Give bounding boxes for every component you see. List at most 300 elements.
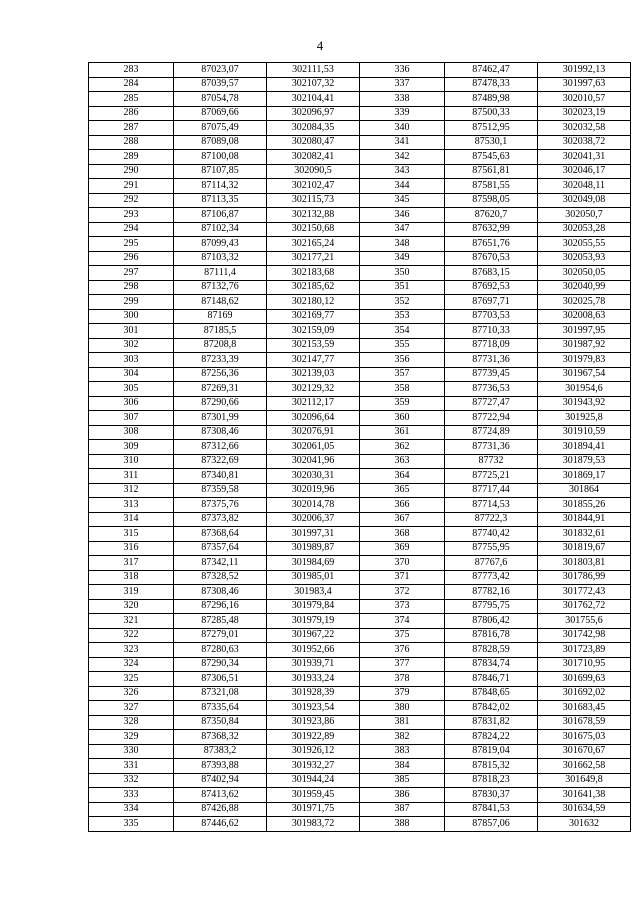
- y-coordinate-cell: 301723,89: [538, 643, 631, 658]
- x-coordinate-cell: 87335,64: [174, 701, 267, 716]
- y-coordinate-cell: 301997,63: [538, 77, 631, 92]
- y-coordinate-cell: 301979,83: [538, 353, 631, 368]
- y-coordinate-cell: 302006,37: [267, 512, 360, 527]
- y-coordinate-cell: 301923,86: [267, 715, 360, 730]
- table-row: [89, 164, 631, 179]
- table-row: [89, 106, 631, 121]
- point-number-cell: 367: [360, 512, 445, 527]
- y-coordinate-cell: 302050,05: [538, 266, 631, 281]
- x-coordinate-cell: 87107,85: [174, 164, 267, 179]
- point-number-cell: 370: [360, 556, 445, 571]
- x-coordinate-cell: 87818,23: [445, 773, 538, 788]
- y-coordinate-cell: 301939,71: [267, 657, 360, 672]
- x-coordinate-cell: 87290,34: [174, 657, 267, 672]
- point-number-cell: 307: [89, 411, 174, 426]
- y-coordinate-cell: 301944,24: [267, 773, 360, 788]
- point-number-cell: 377: [360, 657, 445, 672]
- y-coordinate-cell: 301894,41: [538, 440, 631, 455]
- point-number-cell: 337: [360, 77, 445, 92]
- y-coordinate-cell: 302076,91: [267, 425, 360, 440]
- y-coordinate-cell: 301832,61: [538, 527, 631, 542]
- point-number-cell: 342: [360, 150, 445, 165]
- point-number-cell: 298: [89, 280, 174, 295]
- y-coordinate-cell: 302096,64: [267, 411, 360, 426]
- table-row: [89, 701, 631, 716]
- y-coordinate-cell: 301992,13: [538, 63, 631, 78]
- y-coordinate-cell: 301819,67: [538, 541, 631, 556]
- point-number-cell: 290: [89, 164, 174, 179]
- x-coordinate-cell: 87697,71: [445, 295, 538, 310]
- table-row: [89, 353, 631, 368]
- point-number-cell: 321: [89, 614, 174, 629]
- y-coordinate-cell: 301983,4: [267, 585, 360, 600]
- x-coordinate-cell: 87099,43: [174, 237, 267, 252]
- point-number-cell: 386: [360, 788, 445, 803]
- y-coordinate-cell: 301987,92: [538, 338, 631, 353]
- x-coordinate-cell: 87321,08: [174, 686, 267, 701]
- point-number-cell: 354: [360, 324, 445, 339]
- point-number-cell: 285: [89, 92, 174, 107]
- point-number-cell: 338: [360, 92, 445, 107]
- y-coordinate-cell: 301699,63: [538, 672, 631, 687]
- x-coordinate-cell: 87632,99: [445, 222, 538, 237]
- point-number-cell: 304: [89, 367, 174, 382]
- point-number-cell: 361: [360, 425, 445, 440]
- x-coordinate-cell: 87736,53: [445, 382, 538, 397]
- point-number-cell: 333: [89, 788, 174, 803]
- y-coordinate-cell: 301786,99: [538, 570, 631, 585]
- y-coordinate-cell: 301983,72: [267, 817, 360, 832]
- y-coordinate-cell: 301692,02: [538, 686, 631, 701]
- y-coordinate-cell: 301959,45: [267, 788, 360, 803]
- x-coordinate-cell: 87717,44: [445, 483, 538, 498]
- table-row: [89, 802, 631, 817]
- x-coordinate-cell: 87731,36: [445, 353, 538, 368]
- point-number-cell: 302: [89, 338, 174, 353]
- y-coordinate-cell: 301742,98: [538, 628, 631, 643]
- point-number-cell: 305: [89, 382, 174, 397]
- coordinates-table: [88, 62, 631, 832]
- x-coordinate-cell: 87359,58: [174, 483, 267, 498]
- point-number-cell: 323: [89, 643, 174, 658]
- point-number-cell: 317: [89, 556, 174, 571]
- point-number-cell: 324: [89, 657, 174, 672]
- y-coordinate-cell: 302014,78: [267, 498, 360, 513]
- y-coordinate-cell: 301971,75: [267, 802, 360, 817]
- point-number-cell: 311: [89, 469, 174, 484]
- y-coordinate-cell: 301997,95: [538, 324, 631, 339]
- x-coordinate-cell: 87306,51: [174, 672, 267, 687]
- table-row: [89, 715, 631, 730]
- y-coordinate-cell: 302055,55: [538, 237, 631, 252]
- point-number-cell: 348: [360, 237, 445, 252]
- x-coordinate-cell: 87256,36: [174, 367, 267, 382]
- point-number-cell: 349: [360, 251, 445, 266]
- y-coordinate-cell: 302129,32: [267, 382, 360, 397]
- point-number-cell: 299: [89, 295, 174, 310]
- x-coordinate-cell: 87727,47: [445, 396, 538, 411]
- y-coordinate-cell: 301926,12: [267, 744, 360, 759]
- y-coordinate-cell: 302025,78: [538, 295, 631, 310]
- x-coordinate-cell: 87795,75: [445, 599, 538, 614]
- x-coordinate-cell: 87722,3: [445, 512, 538, 527]
- table-row: [89, 411, 631, 426]
- point-number-cell: 372: [360, 585, 445, 600]
- y-coordinate-cell: 301755,6: [538, 614, 631, 629]
- point-number-cell: 291: [89, 179, 174, 194]
- table-row: [89, 773, 631, 788]
- x-coordinate-cell: 87530,1: [445, 135, 538, 150]
- point-number-cell: 344: [360, 179, 445, 194]
- point-number-cell: 309: [89, 440, 174, 455]
- x-coordinate-cell: 87710,33: [445, 324, 538, 339]
- x-coordinate-cell: 87383,2: [174, 744, 267, 759]
- x-coordinate-cell: 87269,31: [174, 382, 267, 397]
- table-row: [89, 193, 631, 208]
- x-coordinate-cell: 87731,36: [445, 440, 538, 455]
- point-number-cell: 346: [360, 208, 445, 223]
- x-coordinate-cell: 87830,37: [445, 788, 538, 803]
- point-number-cell: 310: [89, 454, 174, 469]
- y-coordinate-cell: 301675,03: [538, 730, 631, 745]
- point-number-cell: 335: [89, 817, 174, 832]
- x-coordinate-cell: 87039,57: [174, 77, 267, 92]
- point-number-cell: 371: [360, 570, 445, 585]
- x-coordinate-cell: 87714,53: [445, 498, 538, 513]
- point-number-cell: 283: [89, 63, 174, 78]
- point-number-cell: 332: [89, 773, 174, 788]
- point-number-cell: 359: [360, 396, 445, 411]
- table-row: [89, 469, 631, 484]
- point-number-cell: 376: [360, 643, 445, 658]
- table-row: [89, 541, 631, 556]
- y-coordinate-cell: 301632: [538, 817, 631, 832]
- table-row: [89, 222, 631, 237]
- x-coordinate-cell: 87755,95: [445, 541, 538, 556]
- table-row: [89, 512, 631, 527]
- point-number-cell: 339: [360, 106, 445, 121]
- point-number-cell: 314: [89, 512, 174, 527]
- y-coordinate-cell: 302080,47: [267, 135, 360, 150]
- y-coordinate-cell: 302053,28: [538, 222, 631, 237]
- table-row: [89, 63, 631, 78]
- point-number-cell: 328: [89, 715, 174, 730]
- y-coordinate-cell: 301803,81: [538, 556, 631, 571]
- point-number-cell: 330: [89, 744, 174, 759]
- x-coordinate-cell: 87651,76: [445, 237, 538, 252]
- x-coordinate-cell: 87208,8: [174, 338, 267, 353]
- x-coordinate-cell: 87598,05: [445, 193, 538, 208]
- y-coordinate-cell: 302139,03: [267, 367, 360, 382]
- coordinates-table-body: [89, 63, 631, 832]
- y-coordinate-cell: 301925,8: [538, 411, 631, 426]
- x-coordinate-cell: 87023,07: [174, 63, 267, 78]
- y-coordinate-cell: 302050,7: [538, 208, 631, 223]
- x-coordinate-cell: 87732: [445, 454, 538, 469]
- y-coordinate-cell: 302008,63: [538, 309, 631, 324]
- x-coordinate-cell: 87489,98: [445, 92, 538, 107]
- y-coordinate-cell: 301989,87: [267, 541, 360, 556]
- point-number-cell: 379: [360, 686, 445, 701]
- x-coordinate-cell: 87767,6: [445, 556, 538, 571]
- x-coordinate-cell: 87683,15: [445, 266, 538, 281]
- y-coordinate-cell: 302032,58: [538, 121, 631, 136]
- y-coordinate-cell: 301928,39: [267, 686, 360, 701]
- x-coordinate-cell: 87703,53: [445, 309, 538, 324]
- y-coordinate-cell: 301855,26: [538, 498, 631, 513]
- x-coordinate-cell: 87724,89: [445, 425, 538, 440]
- x-coordinate-cell: 87831,82: [445, 715, 538, 730]
- point-number-cell: 385: [360, 773, 445, 788]
- point-number-cell: 358: [360, 382, 445, 397]
- y-coordinate-cell: 301932,27: [267, 759, 360, 774]
- x-coordinate-cell: 87106,87: [174, 208, 267, 223]
- y-coordinate-cell: 301933,24: [267, 672, 360, 687]
- x-coordinate-cell: 87111,4: [174, 266, 267, 281]
- point-number-cell: 303: [89, 353, 174, 368]
- y-coordinate-cell: 302049,08: [538, 193, 631, 208]
- point-number-cell: 340: [360, 121, 445, 136]
- point-number-cell: 378: [360, 672, 445, 687]
- point-number-cell: 300: [89, 309, 174, 324]
- table-row: [89, 483, 631, 498]
- y-coordinate-cell: 302082,41: [267, 150, 360, 165]
- y-coordinate-cell: 302030,31: [267, 469, 360, 484]
- y-coordinate-cell: 301641,38: [538, 788, 631, 803]
- table-row: [89, 425, 631, 440]
- x-coordinate-cell: 87340,81: [174, 469, 267, 484]
- y-coordinate-cell: 302153,59: [267, 338, 360, 353]
- table-row: [89, 338, 631, 353]
- y-coordinate-cell: 302096,97: [267, 106, 360, 121]
- point-number-cell: 380: [360, 701, 445, 716]
- x-coordinate-cell: 87328,52: [174, 570, 267, 585]
- x-coordinate-cell: 87100,08: [174, 150, 267, 165]
- x-coordinate-cell: 87069,66: [174, 106, 267, 121]
- table-row: [89, 498, 631, 513]
- x-coordinate-cell: 87375,76: [174, 498, 267, 513]
- point-number-cell: 318: [89, 570, 174, 585]
- point-number-cell: 329: [89, 730, 174, 745]
- point-number-cell: 381: [360, 715, 445, 730]
- point-number-cell: 284: [89, 77, 174, 92]
- y-coordinate-cell: 301985,01: [267, 570, 360, 585]
- y-coordinate-cell: 302147,77: [267, 353, 360, 368]
- y-coordinate-cell: 301670,67: [538, 744, 631, 759]
- point-number-cell: 331: [89, 759, 174, 774]
- y-coordinate-cell: 302046,17: [538, 164, 631, 179]
- point-number-cell: 293: [89, 208, 174, 223]
- x-coordinate-cell: 87075,49: [174, 121, 267, 136]
- y-coordinate-cell: 302084,35: [267, 121, 360, 136]
- x-coordinate-cell: 87426,88: [174, 802, 267, 817]
- point-number-cell: 347: [360, 222, 445, 237]
- x-coordinate-cell: 87581,55: [445, 179, 538, 194]
- y-coordinate-cell: 302185,62: [267, 280, 360, 295]
- point-number-cell: 363: [360, 454, 445, 469]
- point-number-cell: 368: [360, 527, 445, 542]
- y-coordinate-cell: 301772,43: [538, 585, 631, 600]
- x-coordinate-cell: 87368,32: [174, 730, 267, 745]
- point-number-cell: 286: [89, 106, 174, 121]
- point-number-cell: 373: [360, 599, 445, 614]
- y-coordinate-cell: 302102,47: [267, 179, 360, 194]
- x-coordinate-cell: 87478,33: [445, 77, 538, 92]
- x-coordinate-cell: 87846,71: [445, 672, 538, 687]
- y-coordinate-cell: 302169,77: [267, 309, 360, 324]
- table-row: [89, 208, 631, 223]
- table-row: [89, 295, 631, 310]
- x-coordinate-cell: 87148,62: [174, 295, 267, 310]
- y-coordinate-cell: 301678,59: [538, 715, 631, 730]
- table-row: [89, 570, 631, 585]
- point-number-cell: 341: [360, 135, 445, 150]
- x-coordinate-cell: 87545,63: [445, 150, 538, 165]
- point-number-cell: 289: [89, 150, 174, 165]
- x-coordinate-cell: 87815,32: [445, 759, 538, 774]
- point-number-cell: 356: [360, 353, 445, 368]
- point-number-cell: 288: [89, 135, 174, 150]
- table-row: [89, 744, 631, 759]
- table-row: [89, 280, 631, 295]
- point-number-cell: 297: [89, 266, 174, 281]
- point-number-cell: 336: [360, 63, 445, 78]
- x-coordinate-cell: 87834,74: [445, 657, 538, 672]
- y-coordinate-cell: 302115,73: [267, 193, 360, 208]
- table-row: [89, 628, 631, 643]
- y-coordinate-cell: 302090,5: [267, 164, 360, 179]
- point-number-cell: 326: [89, 686, 174, 701]
- x-coordinate-cell: 87692,53: [445, 280, 538, 295]
- y-coordinate-cell: 301662,58: [538, 759, 631, 774]
- x-coordinate-cell: 87132,76: [174, 280, 267, 295]
- y-coordinate-cell: 302180,12: [267, 295, 360, 310]
- y-coordinate-cell: 301952,66: [267, 643, 360, 658]
- point-number-cell: 322: [89, 628, 174, 643]
- table-row: [89, 817, 631, 832]
- table-row: [89, 585, 631, 600]
- point-number-cell: 327: [89, 701, 174, 716]
- x-coordinate-cell: 87368,64: [174, 527, 267, 542]
- y-coordinate-cell: 301967,54: [538, 367, 631, 382]
- x-coordinate-cell: 87500,33: [445, 106, 538, 121]
- x-coordinate-cell: 87402,94: [174, 773, 267, 788]
- x-coordinate-cell: 87413,62: [174, 788, 267, 803]
- point-number-cell: 287: [89, 121, 174, 136]
- x-coordinate-cell: 87103,32: [174, 251, 267, 266]
- y-coordinate-cell: 302010,57: [538, 92, 631, 107]
- point-number-cell: 364: [360, 469, 445, 484]
- point-number-cell: 319: [89, 585, 174, 600]
- y-coordinate-cell: 301954,6: [538, 382, 631, 397]
- table-row: [89, 92, 631, 107]
- point-number-cell: 384: [360, 759, 445, 774]
- y-coordinate-cell: 302111,53: [267, 63, 360, 78]
- x-coordinate-cell: 87462,47: [445, 63, 538, 78]
- x-coordinate-cell: 87322,69: [174, 454, 267, 469]
- y-coordinate-cell: 301683,45: [538, 701, 631, 716]
- x-coordinate-cell: 87279,01: [174, 628, 267, 643]
- y-coordinate-cell: 302132,88: [267, 208, 360, 223]
- page-number: 4: [316, 38, 324, 53]
- y-coordinate-cell: 302053,93: [538, 251, 631, 266]
- x-coordinate-cell: 87512,95: [445, 121, 538, 136]
- x-coordinate-cell: 87841,53: [445, 802, 538, 817]
- table-row: [89, 672, 631, 687]
- y-coordinate-cell: 302048,11: [538, 179, 631, 194]
- point-number-cell: 306: [89, 396, 174, 411]
- y-coordinate-cell: 302159,09: [267, 324, 360, 339]
- x-coordinate-cell: 87393,88: [174, 759, 267, 774]
- y-coordinate-cell: 301649,8: [538, 773, 631, 788]
- point-number-cell: 320: [89, 599, 174, 614]
- point-number-cell: 316: [89, 541, 174, 556]
- table-row: [89, 77, 631, 92]
- point-number-cell: 375: [360, 628, 445, 643]
- y-coordinate-cell: 301864: [538, 483, 631, 498]
- point-number-cell: 308: [89, 425, 174, 440]
- table-row: [89, 599, 631, 614]
- x-coordinate-cell: 87373,82: [174, 512, 267, 527]
- x-coordinate-cell: 87169: [174, 309, 267, 324]
- x-coordinate-cell: 87819,04: [445, 744, 538, 759]
- x-coordinate-cell: 87740,42: [445, 527, 538, 542]
- table-row: [89, 150, 631, 165]
- table-row: [89, 527, 631, 542]
- point-number-cell: 351: [360, 280, 445, 295]
- x-coordinate-cell: 87824,22: [445, 730, 538, 745]
- point-number-cell: 374: [360, 614, 445, 629]
- point-number-cell: 345: [360, 193, 445, 208]
- table-row: [89, 643, 631, 658]
- point-number-cell: 350: [360, 266, 445, 281]
- x-coordinate-cell: 87308,46: [174, 425, 267, 440]
- table-row: [89, 788, 631, 803]
- y-coordinate-cell: 301710,95: [538, 657, 631, 672]
- point-number-cell: 295: [89, 237, 174, 252]
- x-coordinate-cell: 87806,42: [445, 614, 538, 629]
- y-coordinate-cell: 301979,19: [267, 614, 360, 629]
- x-coordinate-cell: 87285,48: [174, 614, 267, 629]
- point-number-cell: 383: [360, 744, 445, 759]
- y-coordinate-cell: 301762,72: [538, 599, 631, 614]
- x-coordinate-cell: 87296,16: [174, 599, 267, 614]
- x-coordinate-cell: 87842,02: [445, 701, 538, 716]
- x-coordinate-cell: 87816,78: [445, 628, 538, 643]
- table-row: [89, 556, 631, 571]
- point-number-cell: 382: [360, 730, 445, 745]
- x-coordinate-cell: 87357,64: [174, 541, 267, 556]
- x-coordinate-cell: 87857,06: [445, 817, 538, 832]
- x-coordinate-cell: 87722,94: [445, 411, 538, 426]
- x-coordinate-cell: 87670,53: [445, 251, 538, 266]
- table-row: [89, 266, 631, 281]
- x-coordinate-cell: 87828,59: [445, 643, 538, 658]
- x-coordinate-cell: 87301,99: [174, 411, 267, 426]
- x-coordinate-cell: 87620,7: [445, 208, 538, 223]
- y-coordinate-cell: 302150,68: [267, 222, 360, 237]
- y-coordinate-cell: 301979,84: [267, 599, 360, 614]
- y-coordinate-cell: 301844,91: [538, 512, 631, 527]
- x-coordinate-cell: 87446,62: [174, 817, 267, 832]
- x-coordinate-cell: 87290,66: [174, 396, 267, 411]
- y-coordinate-cell: 301984,69: [267, 556, 360, 571]
- y-coordinate-cell: 302104,41: [267, 92, 360, 107]
- y-coordinate-cell: 301869,17: [538, 469, 631, 484]
- point-number-cell: 387: [360, 802, 445, 817]
- point-number-cell: 388: [360, 817, 445, 832]
- x-coordinate-cell: 87312,66: [174, 440, 267, 455]
